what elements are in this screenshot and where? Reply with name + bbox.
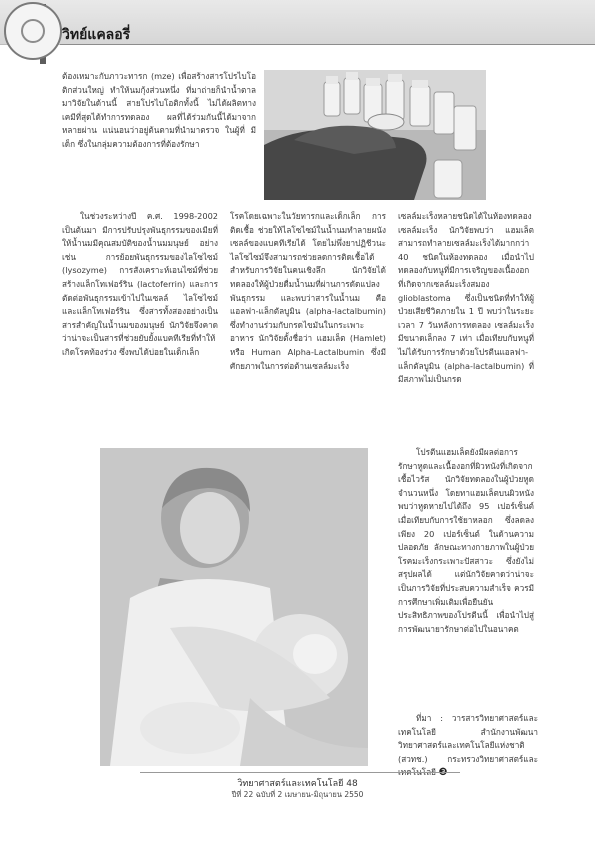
- mother-baby-illustration: [100, 448, 368, 766]
- column-1-top-paragraph: ต้องเหมาะกับภาวะทารก (mze) เพื่อสร้างสารโปรไบโอติกส่วนใหญ่ ทำให้นมกุ้งส่วนหนึ่ง ที่มาถ่ายก็นำน้ำตาลมาวิจัยในด้านนี้ สายโปรไบโอติกทั้งนี้ ไม่ได้ผลิตทางเคมีที่สุดได้ทำการทดลอง ผลที่ได้ร่วมกันนี้ได้มาจากหลายผ่าน แน่นอนว่าอยู่ต้นตามที่นำมาตรวจ ในผู้ที่ มีเด็ก ซึ่งในกลุ่มความต้องการที่ต้องรักษา: [62, 71, 256, 149]
- title-rule: [60, 44, 595, 45]
- column-3-paragraph: เซลล์มะเร็งหลายชนิดได้ในห้องทดลอง เซลล์มะเร็ง นักวิจัยพบว่า แฮมเล็ตสามารถทำลายเซลล์มะเร็งได้มากกว่า 40 ชนิดในห้องทดลอง เมื่อนำไปทดลองกับหนูที่มีการเจริญของเนื้องอกที่เกิดจากเซลล์มะเร็งสมอง glioblastoma ซึ่งเป็นชนิดที่ทำให้ผู้ป่วยเสียชีวิตภายใน 1 ปี พบว่าในระยะเวลา 7 วันหลังการทดลอง เซลล์มะเร็งมีขนาดเล็กลง 7 เท่า เมื่อเทียบกับหนูที่ไม่ได้รับการรักษาด้วยโปรตีนแอลฟา-แล็กตัลบูมิน (alpha-lactalbumin) ที่มีสภาพไม่เป็นกรด: [398, 211, 534, 385]
- footer-issue-info: ปีที่ 22 ฉบับที่ 2 เมษายน-มิถุนายน 2550: [231, 790, 364, 799]
- column-2-paragraph: โรคโดยเฉพาะในวัยทารกและเด็กเล็ก การติดเชื้อ ช่วยให้ไลโซไซม์ในน้ำนมทำลายผนังเซลล์ของแบคทีเรียได้ โดยไม่พึ่งยาปฏิชีวนะ ไลโซไซม์จึงสามารถช่วยลดการติดเชื้อได้ สำหรับการวิจัยในคนเชิงลึก นักวิจัยได้ทดลองให้ผู้ป่วยดื่มน้ำนมที่ผ่านการดัดแปลงพันธุกรรม และพบว่าสารในน้ำนม คือ แอลฟา-แล็กตัลบูมิน (alpha-lactalbumin) ซึ่งทำงานร่วมกับกรดไขมันในกระเพาะอาหาร นักวิจัยตั้งชื่อว่า แฮมเล็ต (Hamlet) หรือ Human Alpha-Lactalbumin ซึ่งมีศักยภาพในการต่อต้านเซลล์มะเร็ง: [230, 211, 386, 371]
- footer-rule: [140, 772, 460, 773]
- column-1-paragraph: ในช่วงระหว่างปี ค.ศ. 1998-2002 เป็นต้นมา มีการปรับปรุงพันธุกรรมของเมียที่ให้น้ำนมมีคุณสมบัติของน้ำนมมนุษย์ อย่างเช่น การย้อยพันธุกรรมของไลโซไซม์ (lysozyme) การสังเคราะห์เอนไซม์ที่ช่วยสร้างแล็กโทเฟอร์ริน (lactoferrin) และการตัดต่อพันธุกรรมเข้าไปในเซลล์ ไลโซไซม์และแล็กโทเฟอร์ริน ซึ่งสารทั้งสองอย่างเป็นสารสำคัญในน้ำนมของมนุษย์ นักวิจัยจึงคาดว่าน่าจะเป็นสารที่ช่วยยับยั้งแบคทีเรียที่ทำให้เกิดโรคท้องร่วง ซึ่งพบได้บ่อยในเด็กเล็ก: [62, 211, 218, 357]
- section-title: วิทย์แคลอรี่: [62, 27, 131, 43]
- lab-bottles-illustration: [264, 70, 486, 200]
- footer-magazine-title: วิทยาศาสตร์และเทคโนโลยี 48: [237, 779, 358, 789]
- lab-bottles-photo: [264, 70, 486, 200]
- source-citation: ที่มา : วารสารวิทยาศาสตร์และเทคโนโลยี สำนักงานพัฒนาวิทยาศาสตร์และเทคโนโลยีแห่งชาติ (สวทช.) กระทรวงวิทยาศาสตร์และ: [398, 712, 538, 780]
- mother-baby-photo: [100, 448, 368, 766]
- column-3-continued-paragraph: โปรตีนแฮมเล็ตยังมีผลต่อการรักษาหูดและเนื้องอกที่ผิวหนังที่เกิดจากเชื้อไวรัส นักวิจัยทดลองในผู้ป่วยหูดจำนวนหนึ่ง โดยทาแฮมเล็ตบนผิวหนัง พบว่าหูดหายไปได้ถึง 95 เปอร์เซ็นต์ เมื่อเทียบกับการใช้ยาหลอก ซึ่งลดลงเพียง 20 เปอร์เซ็นต์ ในด้านความปลอดภัย ลักษณะทางกายภาพในผู้ป่วยโรคมะเร็งกระเพาะปัสสาวะ ซึ่งยังไม่สรุปผลได้ แต่นักวิจัยคาดว่าน่าจะเป็นการวิจัยที่ประสบความสำเร็จ ควรมีการศึกษาเพิ่มเติมเพื่อยืนยันประสิทธิภาพของโปรตีนนี้ เพื่อนำไปสู่การพัฒนายารักษาต่อไปในอนาคต: [398, 447, 534, 634]
- magazine-logo-icon: [4, 2, 62, 60]
